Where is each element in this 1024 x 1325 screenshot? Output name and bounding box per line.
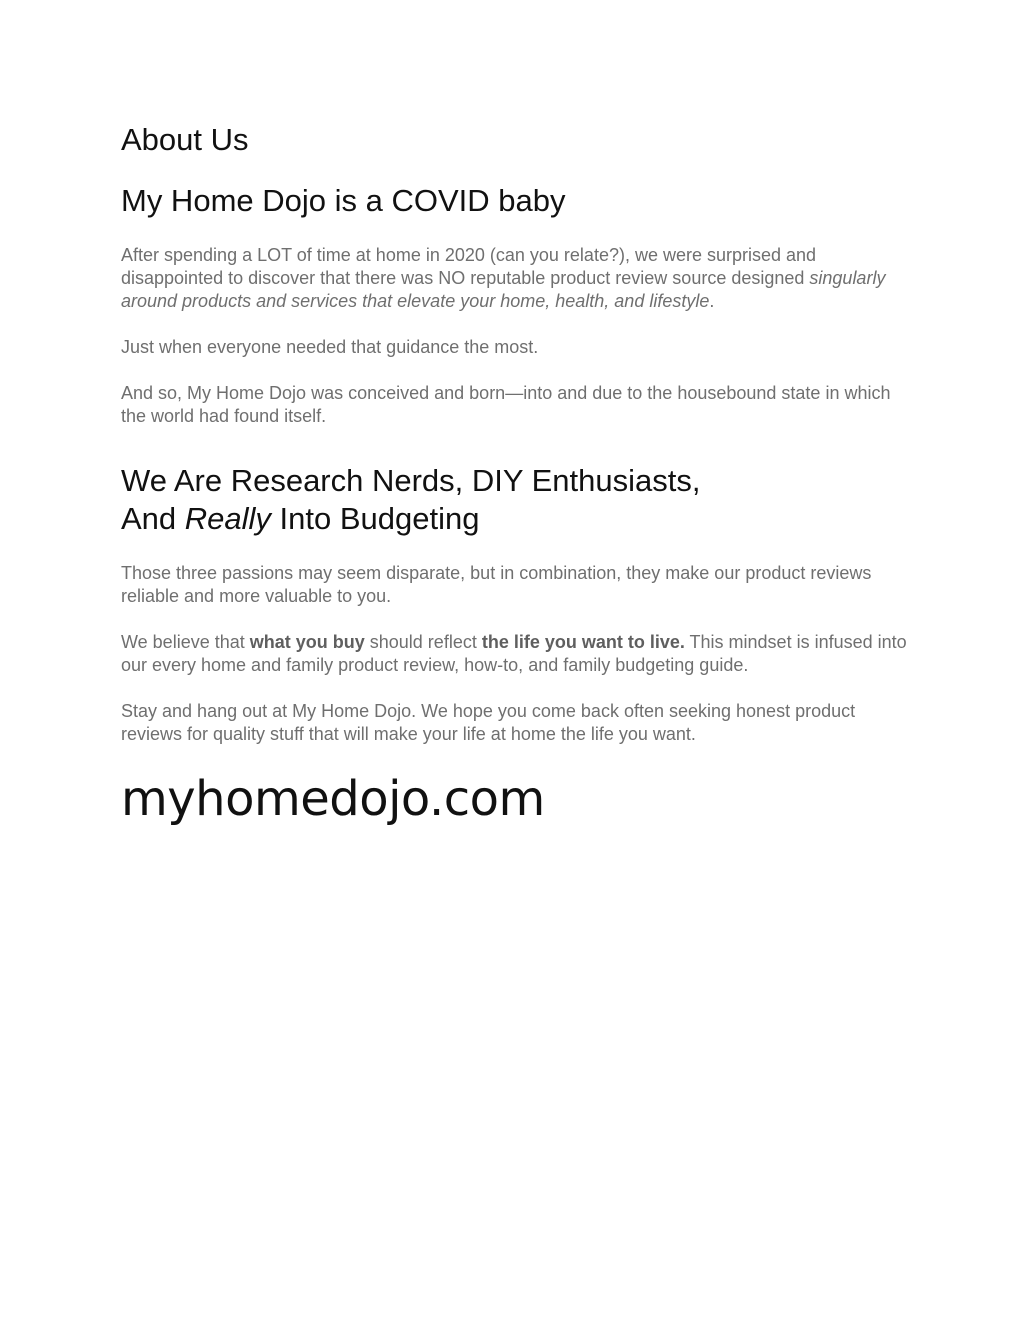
intro-text: After spending a LOT of time at home in 2020 (can you relate?), we were surprised and disappointed to discover that there was NO reputable product review source designed — [121, 245, 817, 288]
research-heading — [121, 462, 911, 538]
research-heading-line1: We Are Research Nerds, DIY Enthusiasts, — [121, 463, 701, 498]
site-domain: myhomedojo.com — [121, 771, 545, 827]
belief-bold-life: the life you want to live. — [481, 632, 685, 652]
intro-paragraph — [121, 244, 911, 313]
belief-bold-what-you-buy: what you buy — [249, 632, 365, 652]
origin-paragraph: And so, My Home Dojo was conceived and born—into and due to the housebound state in which the world had found itself. — [121, 383, 891, 426]
page-content — [121, 120, 911, 829]
guidance-paragraph: Just when everyone needed that guidance the most. — [121, 337, 539, 357]
research-heading-and: And — [121, 501, 185, 536]
covid-heading: My Home Dojo is a COVID baby — [121, 183, 566, 218]
belief-text-d: This mindset is infused into our every home and family product review, how-to, and family budgeting guide. — [121, 632, 907, 675]
belief-paragraph — [121, 631, 911, 677]
passions-paragraph: Those three passions may seem disparate, but in combination, they make our product reviews reliable and more valuable to you. — [121, 563, 872, 606]
belief-text-c: should reflect — [364, 632, 482, 652]
research-heading-really: Really — [184, 501, 271, 536]
closing-paragraph: Stay and hang out at My Home Dojo. We hope you come back often seeking honest product reviews for quality stuff that will make your life at home the life you want. — [121, 701, 856, 744]
research-heading-rest: Into Budgeting — [270, 501, 480, 536]
belief-text-a: We believe that — [121, 632, 250, 652]
intro-italic-text: singularly around products and services that elevate your home, health, and lifestyle — [121, 268, 886, 311]
page-title: About Us — [121, 122, 249, 157]
intro-period: . — [709, 291, 715, 311]
